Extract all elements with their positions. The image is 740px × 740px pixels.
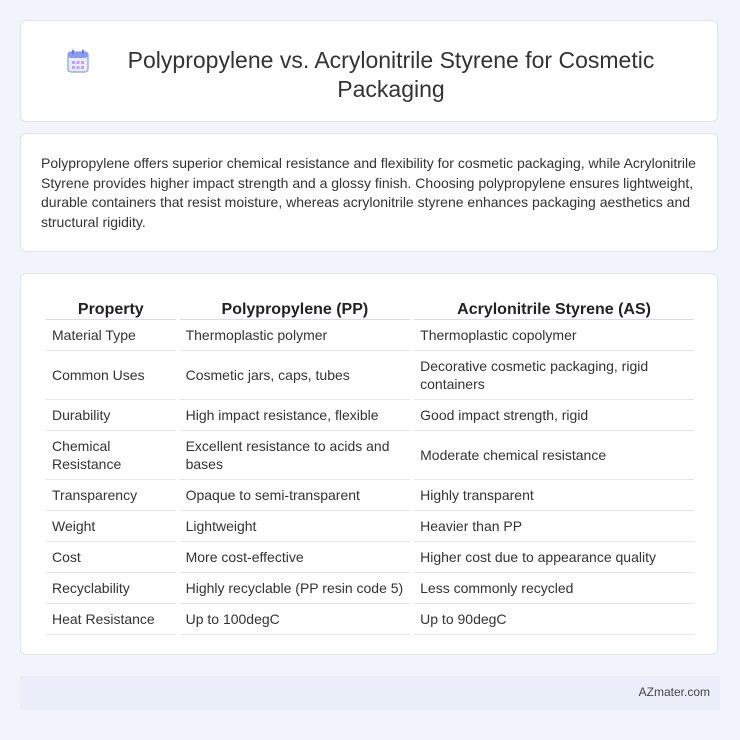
table-row bbox=[46, 431, 694, 480]
cell-property: Transparency bbox=[46, 480, 176, 511]
cell-as: Up to 90degC bbox=[414, 604, 694, 635]
cell-pp: High impact resistance, flexible bbox=[180, 400, 411, 431]
comparison-card bbox=[20, 273, 718, 655]
table-row bbox=[46, 400, 694, 431]
footer-site-label: AZmater.com bbox=[638, 685, 710, 699]
cell-as: Higher cost due to appearance quality bbox=[414, 542, 694, 573]
table-header-row bbox=[46, 294, 694, 320]
cell-property: Material Type bbox=[46, 320, 176, 351]
footer-bar bbox=[20, 676, 720, 710]
cell-as: Good impact strength, rigid bbox=[414, 400, 694, 431]
summary-card bbox=[20, 133, 718, 252]
summary-text: Polypropylene offers superior chemical resistance and flexibility for cosmetic packaging, while Acrylonitrile Styrene provides higher impact strength and a glossy finish. Choosing polypropylene ensures lightweight, durable containers that resist moisture, whereas acrylonitrile styrene enhances packaging aesthetics and structural rigidity. bbox=[41, 155, 696, 230]
table-row bbox=[46, 511, 694, 542]
table-row bbox=[46, 320, 694, 351]
table-row bbox=[46, 542, 694, 573]
cell-as: Less commonly recycled bbox=[414, 573, 694, 604]
header-pp: Polypropylene (PP) bbox=[180, 294, 411, 320]
table-row bbox=[46, 480, 694, 511]
cell-pp: Excellent resistance to acids and bases bbox=[180, 431, 411, 480]
cell-pp: Lightweight bbox=[180, 511, 411, 542]
cell-property: Cost bbox=[46, 542, 176, 573]
table-row bbox=[46, 351, 694, 400]
comparison-table bbox=[42, 294, 698, 635]
cell-pp: Thermoplastic polymer bbox=[180, 320, 411, 351]
cell-as: Heavier than PP bbox=[414, 511, 694, 542]
cell-as: Moderate chemical resistance bbox=[414, 431, 694, 480]
cell-property: Recyclability bbox=[46, 573, 176, 604]
cell-property: Weight bbox=[46, 511, 176, 542]
cell-pp: Up to 100degC bbox=[180, 604, 411, 635]
cell-property: Common Uses bbox=[46, 351, 176, 400]
title-card bbox=[20, 20, 718, 122]
cell-property: Chemical Resistance bbox=[46, 431, 176, 480]
cell-pp: Cosmetic jars, caps, tubes bbox=[180, 351, 411, 400]
cell-pp: Highly recyclable (PP resin code 5) bbox=[180, 573, 411, 604]
calendar-icon bbox=[67, 49, 89, 73]
cell-as: Thermoplastic copolymer bbox=[414, 320, 694, 351]
table-row bbox=[46, 604, 694, 635]
table-row bbox=[46, 573, 694, 604]
cell-pp: More cost-effective bbox=[180, 542, 411, 573]
cell-as: Highly transparent bbox=[414, 480, 694, 511]
page-title: Polypropylene vs. Acrylonitrile Styrene for Cosmetic Packaging bbox=[127, 47, 655, 102]
cell-as: Decorative cosmetic packaging, rigid containers bbox=[414, 351, 694, 400]
cell-pp: Opaque to semi-transparent bbox=[180, 480, 411, 511]
cell-property: Heat Resistance bbox=[46, 604, 176, 635]
cell-property: Durability bbox=[46, 400, 176, 431]
header-as: Acrylonitrile Styrene (AS) bbox=[414, 294, 694, 320]
header-property: Property bbox=[46, 294, 176, 320]
